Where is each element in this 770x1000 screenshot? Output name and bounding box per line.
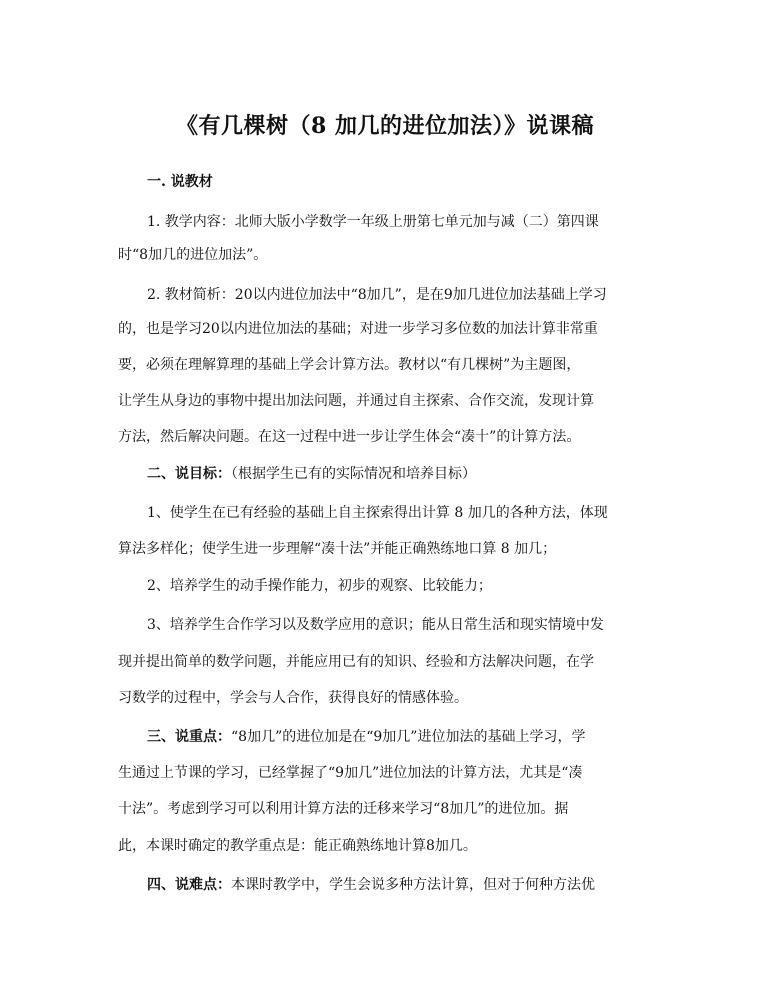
paragraph-line xyxy=(118,836,658,856)
paragraph-line xyxy=(118,688,658,708)
paragraph-line xyxy=(147,615,687,635)
line-text: 生通过上节课的学习，已经掌握了“9加几”进位加法的计算方法，尤其是“凑 xyxy=(118,765,583,781)
line-text: （根据学生已有的实际情况和培养目标） xyxy=(231,466,476,482)
line-text: 让学生从身边的事物中提出加法问题，并通过自主探索、合作交流，发现计算 xyxy=(118,393,594,409)
line-text: 现并提出简单的数学问题，并能应用已有的知识、经验和方法解决问题，在学 xyxy=(118,654,594,670)
paragraph-line xyxy=(118,652,658,672)
line-text: 1. 教学内容：北师大版小学数学一年级上册第七单元加与减（二）第四课 xyxy=(147,214,599,230)
paragraph-line xyxy=(147,212,687,232)
page-title: 《有几棵树（8 加几的进位加法）》说课稿 xyxy=(176,113,594,139)
section-heading xyxy=(147,875,687,895)
line-text: 要，必须在理解算理的基础上学会计算方法。教材以“有几棵树”为主题图， xyxy=(118,357,581,373)
line-text: 2、培养学生的动手操作能力，初步的观察、比较能力； xyxy=(147,578,492,594)
paragraph-line xyxy=(118,391,658,411)
line-text: 3、培养学生合作学习以及数学应用的意识；能从日常生活和现实情境中发 xyxy=(147,617,604,633)
line-text: 时“8加几的进位加法”。 xyxy=(118,247,268,263)
line-text: 1、使学生在已有经验的基础上自主探索得出计算 8 加几的各种方法，体现 xyxy=(147,505,608,521)
paragraph-line xyxy=(147,576,687,596)
heading-text: 四、说难点： xyxy=(147,877,231,893)
line-text: 十法”。考虑到学习可以利用计算方法的迁移来学习“8加几”的进位加。据 xyxy=(118,801,569,817)
line-text: 2. 教材简析：20以内进位加法中“8加几”，是在9加几进位加法基础上学习 xyxy=(147,287,607,303)
line-text: 此，本课时确定的教学重点是：能正确熟练地计算8加几。 xyxy=(118,838,477,854)
line-text: 习数学的过程中，学会与人合作，获得良好的情感体验。 xyxy=(118,690,468,706)
line-text: 本课时教学中，学生会说多种方法计算，但对于何种方法优 xyxy=(231,877,595,893)
paragraph-line xyxy=(118,319,658,339)
line-text: 的，也是学习20以内进位加法的基础；对进一步学习多位数的加法计算非常重 xyxy=(118,321,598,337)
paragraph-line xyxy=(118,763,658,783)
paragraph-line xyxy=(118,427,658,447)
paragraph-line xyxy=(147,503,687,523)
line-text: 方法，然后解决问题。在这一过程中进一步让学生体会“凑十”的计算方法。 xyxy=(118,429,581,445)
paragraph-line xyxy=(118,355,658,375)
line-text: 算法多样化；使学生进一步理解“凑十法”并能正确熟练地口算 8 加几； xyxy=(118,541,557,557)
section-heading xyxy=(147,464,687,484)
heading-text: 一. 说教材 xyxy=(147,174,213,190)
heading-text: 三、说重点： xyxy=(147,729,231,745)
section-heading xyxy=(147,727,687,747)
section-heading xyxy=(147,172,687,192)
line-text: “8加几”的进位加是在“9加几”进位加法的基础上学习，学 xyxy=(231,729,586,745)
heading-text: 二、说目标： xyxy=(147,466,231,482)
paragraph-line xyxy=(147,285,687,305)
paragraph-line xyxy=(118,539,658,559)
paragraph-line xyxy=(118,245,658,265)
paragraph-line xyxy=(118,799,658,819)
